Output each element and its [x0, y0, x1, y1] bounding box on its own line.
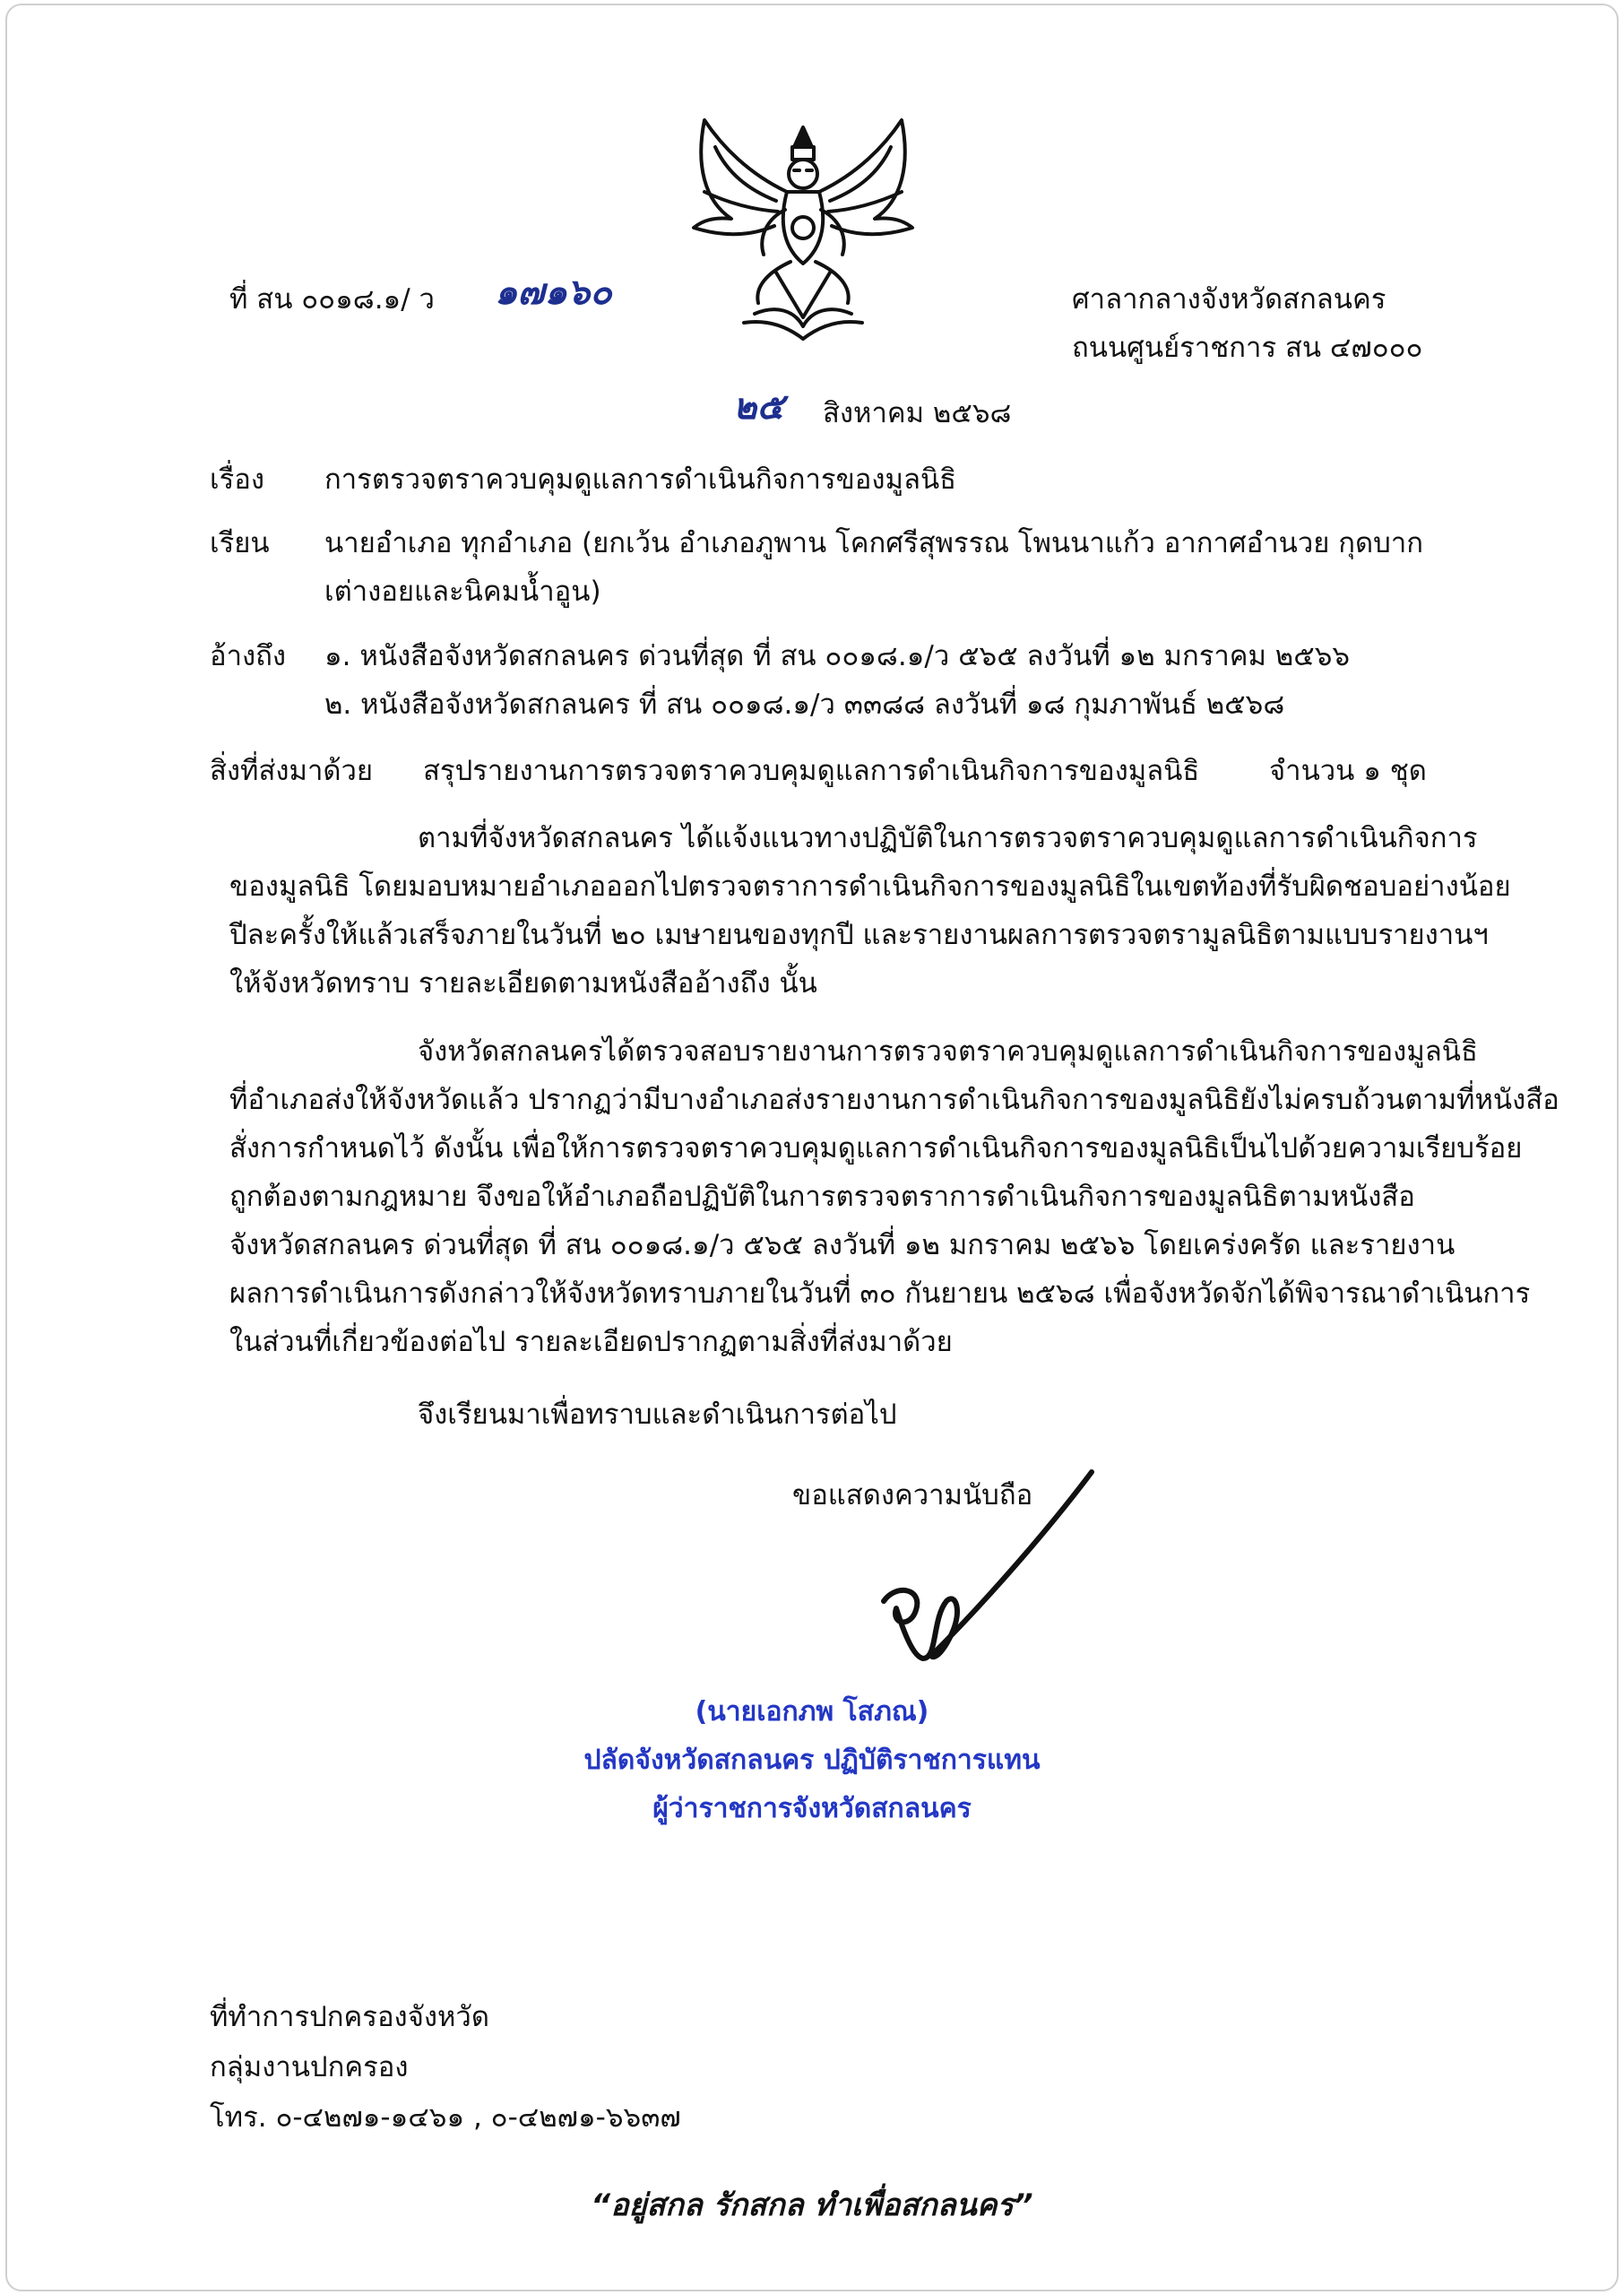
body-paragraph-1 — [229, 814, 1511, 1008]
footer-slogan: “อยู่สกล รักสกล ทำเพื่อสกลนคร” — [591, 2187, 1033, 2223]
signer-name: (นายเอกภพ โสภณ) — [695, 1696, 929, 1728]
date-rest: สิงหาคม ๒๕๖๘ — [823, 397, 1012, 429]
subject-text: การตรวจตราควบคุมดูแลการดำเนินกิจการของมูลนิธิ — [324, 463, 957, 496]
body-line: ที่อำเภอส่งให้จังหวัดแล้ว ปรากฏว่ามีบางอำเภอส่งรายงานการดำเนินกิจการของมูลนิธิยังไม่ครบถ้วนตามที่หนังสือ — [229, 1084, 1559, 1116]
body-line: จังหวัดสกลนคร ด่วนที่สุด ที่ สน ๐๐๑๘.๑/ว ๕๖๕ ลงวันที่ ๑๒ มกราคม ๒๕๖๖ โดยเคร่งครัด และรายงาน — [229, 1229, 1456, 1261]
body-paragraph-2 — [229, 1027, 1559, 1366]
handwritten-signature — [869, 1467, 1102, 1682]
body-line: ปีละครั้งให้แล้วเสร็จภายในวันที่ ๒๐ เมษายนของทุกปี และรายงานผลการตรวจตรามูลนิธิตามแบบรายงานฯ — [229, 919, 1489, 951]
ref-number-handwritten: ๑๗๑๖๐ — [495, 271, 612, 313]
footer-phone: โทร. ๐-๔๒๗๑-๑๔๖๑ , ๐-๔๒๗๑-๖๖๓๗ — [210, 2101, 681, 2134]
regards: ขอแสดงความนับถือ — [792, 1479, 1033, 1511]
subject-label: เรื่อง — [210, 463, 265, 496]
signer-title-1: ปลัดจังหวัดสกลนคร ปฏิบัติราชการแทน — [583, 1745, 1041, 1776]
body-line: จังหวัดสกลนครได้ตรวจสอบรายงานการตรวจตราควบคุมดูแลการดำเนินกิจการของมูลนิธิ — [418, 1035, 1478, 1068]
reference-label: อ้างถึง — [210, 640, 287, 672]
closing-line: จึงเรียนมาเพื่อทราบและดำเนินการต่อไป — [418, 1399, 897, 1431]
enclosure-label: สิ่งที่ส่งมาด้วย — [210, 755, 374, 787]
footer-office: ที่ทำการปกครองจังหวัด — [210, 2001, 489, 2033]
to-line1: นายอำเภอ ทุกอำเภอ (ยกเว้น อำเภอภูพาน โคกศรีสุพรรณ โพนนาแก้ว อากาศอำนวย กุดบาก — [324, 527, 1424, 559]
reference-item-2: ๒. หนังสือจังหวัดสกลนคร ที่ สน ๐๐๑๘.๑/ว ๓๓๘๘ ลงวันที่ ๑๘ กุมภาพันธ์ ๒๕๖๘ — [324, 688, 1285, 721]
footer-division: กลุ่มงานปกครอง — [210, 2051, 409, 2083]
org-line2: ถนนศูนย์ราชการ สน ๔๗๐๐๐ — [1072, 332, 1423, 364]
body-line: ตามที่จังหวัดสกลนคร ได้แจ้งแนวทางปฏิบัติในการตรวจตราควบคุมดูแลการดำเนินกิจการ — [418, 822, 1478, 854]
body-line: ของมูลนิธิ โดยมอบหมายอำเภอออกไปตรวจตราการดำเนินกิจการของมูลนิธิในเขตท้องที่รับผิดชอบอย่างน้อย — [229, 870, 1511, 903]
garuda-emblem-icon — [669, 111, 937, 344]
ref-prefix: ที่ สน ๐๐๑๘.๑/ ว — [229, 283, 435, 316]
body-line: ให้จังหวัดทราบ รายละเอียดตามหนังสืออ้างถึง นั้น — [229, 967, 817, 1000]
body-line: สั่งการกำหนดไว้ ดังนั้น เพื่อให้การตรวจตราควบคุมดูแลการดำเนินกิจการของมูลนิธิเป็นไปด้วยความเรียบร้อย — [229, 1132, 1523, 1165]
reference-item-1: ๑. หนังสือจังหวัดสกลนคร ด่วนที่สุด ที่ สน ๐๐๑๘.๑/ว ๕๖๕ ลงวันที่ ๑๒ มกราคม ๒๕๖๖ — [324, 640, 1351, 672]
body-line: ถูกต้องตามกฎหมาย จึงขอให้อำเภอถือปฏิบัติในการตรวจตราการดำเนินกิจการของมูลนิธิตามหนังสือ — [229, 1181, 1415, 1213]
date-day-handwritten: ๒๕ — [733, 385, 784, 428]
enclosure-text: สรุปรายงานการตรวจตราควบคุมดูแลการดำเนินกิจการของมูลนิธิ — [423, 755, 1200, 787]
org-line1: ศาลากลางจังหวัดสกลนคร — [1072, 283, 1386, 316]
body-line: ในส่วนที่เกี่ยวข้องต่อไป รายละเอียดปรากฏตามสิ่งที่ส่งมาด้วย — [229, 1326, 953, 1358]
enclosure-qty: จำนวน ๑ ชุด — [1269, 755, 1427, 787]
to-label: เรียน — [210, 527, 270, 559]
signer-title-2: ผู้ว่าราชการจังหวัดสกลนคร — [652, 1793, 972, 1824]
to-line2: เต่างอยและนิคมน้ำอูน) — [324, 576, 601, 608]
body-line: ผลการดำเนินการดังกล่าวให้จังหวัดทราบภายในวันที่ ๓๐ กันยายน ๒๕๖๘ เพื่อจังหวัดจักได้พิจารณาดำเนินการ — [229, 1277, 1531, 1310]
